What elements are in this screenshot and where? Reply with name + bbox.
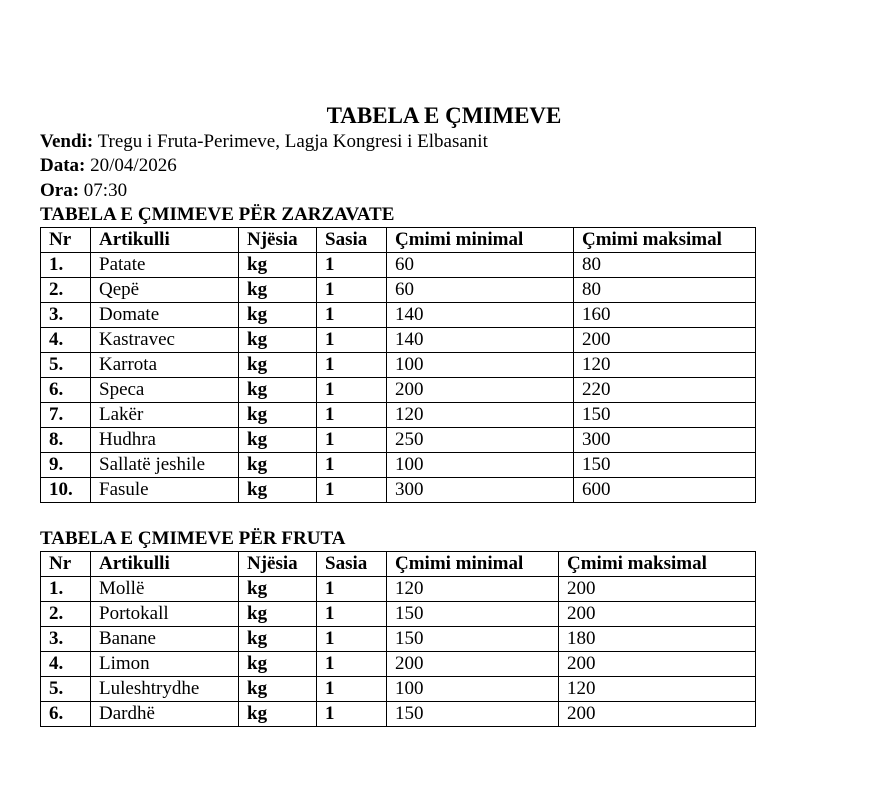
cell-max-price: 120 xyxy=(559,677,756,702)
column-header-sasia: Sasia xyxy=(317,228,387,253)
cell-quantity: 1 xyxy=(317,253,387,278)
cell-unit: kg xyxy=(239,677,317,702)
time-label: Ora: xyxy=(40,180,80,201)
cell-max-price: 150 xyxy=(574,403,756,428)
column-header-artikulli: Artikulli xyxy=(91,552,239,577)
cell-item: Sallatë jeshile xyxy=(91,453,239,478)
cell-item: Qepë xyxy=(91,278,239,303)
cell-max-price: 300 xyxy=(574,428,756,453)
cell-unit: kg xyxy=(239,253,317,278)
cell-unit: kg xyxy=(239,627,317,652)
cell-quantity: 1 xyxy=(317,702,387,727)
cell-max-price: 200 xyxy=(559,577,756,602)
cell-item: Portokall xyxy=(91,602,239,627)
cell-min-price: 100 xyxy=(387,353,574,378)
cell-item: Limon xyxy=(91,652,239,677)
table-row xyxy=(41,378,756,403)
cell-quantity: 1 xyxy=(317,627,387,652)
cell-min-price: 120 xyxy=(387,403,574,428)
cell-quantity: 1 xyxy=(317,378,387,403)
time-line xyxy=(40,179,127,203)
cell-unit: kg xyxy=(239,428,317,453)
vendor-value: Tregu i Fruta-Perimeve, Lagja Kongresi i Elbasanit xyxy=(93,131,488,152)
cell-quantity: 1 xyxy=(317,652,387,677)
cell-min-price: 120 xyxy=(387,577,559,602)
cell-unit: kg xyxy=(239,353,317,378)
table-row xyxy=(41,602,756,627)
table-row xyxy=(41,253,756,278)
cell-max-price: 200 xyxy=(559,652,756,677)
cell-nr: 6. xyxy=(41,378,91,403)
cell-nr: 2. xyxy=(41,278,91,303)
cell-max-price: 150 xyxy=(574,453,756,478)
table-header-row xyxy=(41,552,756,577)
table-row xyxy=(41,577,756,602)
cell-min-price: 150 xyxy=(387,602,559,627)
cell-max-price: 80 xyxy=(574,253,756,278)
vendor-line xyxy=(40,130,488,154)
table-row xyxy=(41,702,756,727)
cell-quantity: 1 xyxy=(317,278,387,303)
vegetables-price-table xyxy=(40,227,756,503)
cell-max-price: 180 xyxy=(559,627,756,652)
table-row xyxy=(41,353,756,378)
cell-max-price: 200 xyxy=(559,702,756,727)
cell-min-price: 60 xyxy=(387,278,574,303)
cell-unit: kg xyxy=(239,478,317,503)
table-row xyxy=(41,303,756,328)
cell-item: Mollë xyxy=(91,577,239,602)
table-row xyxy=(41,328,756,353)
cell-min-price: 140 xyxy=(387,303,574,328)
cell-unit: kg xyxy=(239,378,317,403)
date-line xyxy=(40,154,177,178)
cell-min-price: 100 xyxy=(387,453,574,478)
cell-nr: 2. xyxy=(41,602,91,627)
cell-nr: 6. xyxy=(41,702,91,727)
vegetables-section-title: TABELA E ÇMIMEVE PËR ZARZAVATE xyxy=(40,204,395,225)
cell-item: Kastravec xyxy=(91,328,239,353)
cell-unit: kg xyxy=(239,702,317,727)
cell-min-price: 300 xyxy=(387,478,574,503)
cell-item: Luleshtrydhe xyxy=(91,677,239,702)
column-header-nr: Nr xyxy=(41,552,91,577)
column-header-njesia: Njësia xyxy=(239,228,317,253)
cell-item: Domate xyxy=(91,303,239,328)
cell-nr: 3. xyxy=(41,303,91,328)
cell-unit: kg xyxy=(239,403,317,428)
cell-quantity: 1 xyxy=(317,577,387,602)
cell-nr: 1. xyxy=(41,577,91,602)
cell-min-price: 150 xyxy=(387,702,559,727)
cell-nr: 8. xyxy=(41,428,91,453)
cell-min-price: 200 xyxy=(387,378,574,403)
column-header-cmimi-minimal: Çmimi minimal xyxy=(387,552,559,577)
cell-nr: 7. xyxy=(41,403,91,428)
cell-item: Lakër xyxy=(91,403,239,428)
fruits-price-table xyxy=(40,551,756,727)
date-label: Data: xyxy=(40,155,86,176)
table-row xyxy=(41,627,756,652)
column-header-njesia: Njësia xyxy=(239,552,317,577)
fruits-section-title: TABELA E ÇMIMEVE PËR FRUTA xyxy=(40,528,346,549)
cell-quantity: 1 xyxy=(317,677,387,702)
cell-max-price: 200 xyxy=(574,328,756,353)
cell-max-price: 160 xyxy=(574,303,756,328)
cell-nr: 4. xyxy=(41,652,91,677)
table-row xyxy=(41,478,756,503)
table-row xyxy=(41,677,756,702)
cell-nr: 3. xyxy=(41,627,91,652)
cell-min-price: 140 xyxy=(387,328,574,353)
table-header-row xyxy=(41,228,756,253)
cell-quantity: 1 xyxy=(317,303,387,328)
cell-max-price: 600 xyxy=(574,478,756,503)
vendor-label: Vendi: xyxy=(40,131,94,152)
cell-nr: 4. xyxy=(41,328,91,353)
cell-item: Karrota xyxy=(91,353,239,378)
table-row xyxy=(41,278,756,303)
cell-min-price: 200 xyxy=(387,652,559,677)
cell-item: Speca xyxy=(91,378,239,403)
cell-nr: 10. xyxy=(41,478,91,503)
cell-quantity: 1 xyxy=(317,428,387,453)
cell-unit: kg xyxy=(239,453,317,478)
cell-min-price: 100 xyxy=(387,677,559,702)
cell-min-price: 60 xyxy=(387,253,574,278)
cell-unit: kg xyxy=(239,652,317,677)
table-row xyxy=(41,652,756,677)
cell-max-price: 220 xyxy=(574,378,756,403)
cell-nr: 9. xyxy=(41,453,91,478)
cell-item: Patate xyxy=(91,253,239,278)
cell-quantity: 1 xyxy=(317,453,387,478)
cell-quantity: 1 xyxy=(317,602,387,627)
cell-nr: 5. xyxy=(41,353,91,378)
cell-quantity: 1 xyxy=(317,328,387,353)
table-row xyxy=(41,403,756,428)
cell-quantity: 1 xyxy=(317,403,387,428)
cell-unit: kg xyxy=(239,303,317,328)
cell-min-price: 250 xyxy=(387,428,574,453)
cell-quantity: 1 xyxy=(317,478,387,503)
time-value: 07:30 xyxy=(79,180,128,201)
cell-item: Hudhra xyxy=(91,428,239,453)
cell-unit: kg xyxy=(239,577,317,602)
cell-max-price: 200 xyxy=(559,602,756,627)
table-row xyxy=(41,453,756,478)
cell-nr: 1. xyxy=(41,253,91,278)
cell-unit: kg xyxy=(239,328,317,353)
date-value: 20/04/2026 xyxy=(85,155,177,176)
column-header-cmimi-maksimal: Çmimi maksimal xyxy=(559,552,756,577)
cell-max-price: 120 xyxy=(574,353,756,378)
cell-unit: kg xyxy=(239,602,317,627)
column-header-artikulli: Artikulli xyxy=(91,228,239,253)
cell-min-price: 150 xyxy=(387,627,559,652)
cell-quantity: 1 xyxy=(317,353,387,378)
cell-item: Fasule xyxy=(91,478,239,503)
cell-unit: kg xyxy=(239,278,317,303)
column-header-sasia: Sasia xyxy=(317,552,387,577)
column-header-cmimi-minimal: Çmimi minimal xyxy=(387,228,574,253)
cell-item: Banane xyxy=(91,627,239,652)
table-row xyxy=(41,428,756,453)
cell-nr: 5. xyxy=(41,677,91,702)
column-header-nr: Nr xyxy=(41,228,91,253)
document-title: TABELA E ÇMIMEVE xyxy=(326,103,562,128)
column-header-cmimi-maksimal: Çmimi maksimal xyxy=(574,228,756,253)
cell-item: Dardhë xyxy=(91,702,239,727)
cell-max-price: 80 xyxy=(574,278,756,303)
